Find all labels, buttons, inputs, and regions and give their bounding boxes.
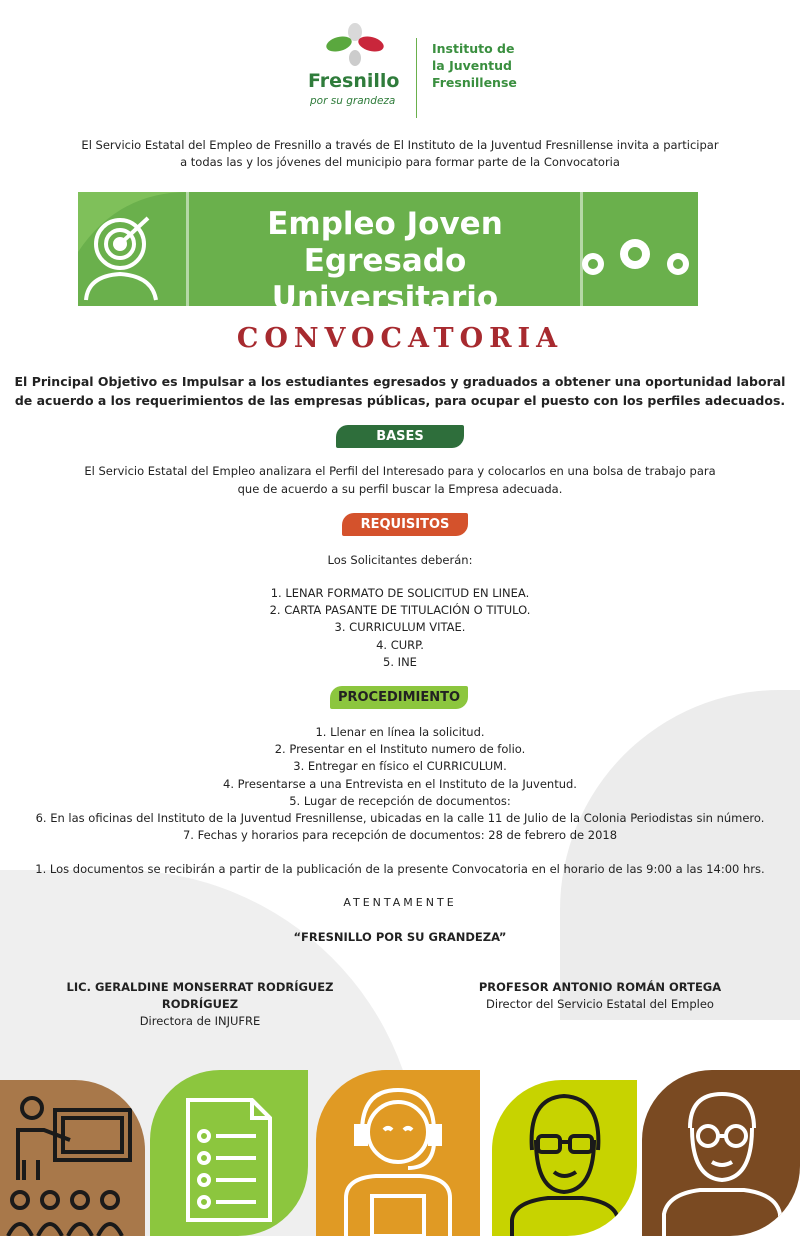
bases-line: que de acuerdo a su perfil buscar la Empresa adecuada. bbox=[237, 482, 563, 496]
teacher-classroom-icon bbox=[0, 1080, 145, 1236]
footer-tile-student bbox=[492, 1080, 637, 1236]
footer-tile-young-man bbox=[642, 1070, 800, 1236]
list-item: 7. Fechas y horarios para recepción de documentos: 28 de febrero de 2018 bbox=[182, 828, 618, 843]
list-item: 5. Lugar de recepción de documentos: bbox=[289, 793, 511, 808]
objective-line: de acuerdo a los requerimientos de las empresas públicas, para ocupar el puesto con los perfiles adecuados. bbox=[14, 393, 786, 408]
banner-title-line: Egresado Universitario bbox=[271, 243, 499, 316]
bases-line: El Servicio Estatal del Empleo analizara el Perfil del Interesado para y colocarlos en una bolsa de trabajo para bbox=[84, 464, 716, 478]
list-item: 6. En las oficinas del Instituto de la Juventud Fresnillense, ubicadas en la calle 11 de Julio de la Colonia Periodistas sin número. bbox=[35, 811, 765, 826]
footer-tile-agent bbox=[316, 1070, 480, 1236]
banner-title-line: Empleo Joven bbox=[267, 206, 503, 242]
procedimiento-note: 1. Los documentos se recibirán a partir de la publicación de la presente Convocatoria en el horario de las 9:00 a las 14:00 hrs. bbox=[35, 862, 765, 876]
logo-tagline: por su grandeza bbox=[310, 95, 396, 107]
objective-line: El Principal Objetivo es Impulsar a los estudiantes egresados y graduados a obtener una oportunidad laboral bbox=[14, 374, 786, 389]
institute-line: Instituto de bbox=[432, 41, 515, 56]
bases-label: BASES bbox=[336, 425, 464, 448]
list-item: 5. INE bbox=[383, 654, 417, 669]
logo-name: Fresnillo bbox=[308, 70, 400, 92]
procedimiento-label: PROCEDIMIENTO bbox=[330, 686, 468, 709]
signature-right bbox=[430, 979, 770, 1013]
procedimiento-list bbox=[0, 724, 800, 844]
institute-line: la Juventud bbox=[432, 58, 512, 73]
list-item: 1. LENAR FORMATO DE SOLICITUD EN LINEA. bbox=[270, 586, 530, 600]
requisitos-intro: Los Solicitantes deberán: bbox=[327, 553, 473, 567]
signatory-title: Director del Servicio Estatal del Empleo bbox=[486, 997, 714, 1011]
motto: “FRESNILLO POR SU GRANDEZA” bbox=[293, 930, 507, 944]
logo-divider bbox=[416, 38, 417, 118]
list-item: 4. Presentarse a una Entrevista en el Instituto de la Juventud. bbox=[223, 776, 577, 791]
footer-tile-teacher bbox=[0, 1080, 145, 1236]
list-item: 1. Llenar en línea la solicitud. bbox=[315, 725, 485, 739]
intro-text bbox=[0, 137, 800, 171]
list-item: 2. Presentar en el Instituto numero de folio. bbox=[274, 742, 526, 757]
list-item: 4. CURP. bbox=[376, 637, 424, 652]
signatory-title: Directora de INJUFRE bbox=[139, 1014, 261, 1028]
signatory-name: PROFESOR ANTONIO ROMÁN ORTEGA bbox=[478, 980, 722, 994]
intro-line: El Servicio Estatal del Empleo de Fresnillo a través de El Instituto de la Juventud Fresnillense invita a participar bbox=[81, 138, 719, 152]
young-man-glasses-icon bbox=[642, 1070, 800, 1236]
footer-tile-checklist bbox=[150, 1070, 308, 1236]
banner-title bbox=[190, 206, 580, 317]
fresnillo-flower-icon bbox=[325, 22, 385, 68]
objective-text bbox=[0, 372, 800, 410]
intro-line: a todas las y los jóvenes del municipio para formar parte de la Convocatoria bbox=[180, 155, 620, 169]
convocatoria-heading: CONVOCATORIA bbox=[236, 323, 564, 354]
checklist-document-icon bbox=[150, 1070, 308, 1236]
signature-left bbox=[30, 979, 370, 1030]
list-item: 3. Entregar en físico el CURRICULUM. bbox=[293, 759, 507, 774]
header-logo bbox=[300, 20, 520, 115]
call-center-agent-icon bbox=[316, 1070, 480, 1236]
requisitos-label: REQUISITOS bbox=[342, 513, 468, 536]
student-glasses-icon bbox=[492, 1080, 637, 1236]
list-item: 2. CARTA PASANTE DE TITULACIÓN O TITULO. bbox=[269, 603, 531, 618]
requisitos-list bbox=[0, 585, 800, 671]
atentamente: ATENTAMENTE bbox=[343, 896, 457, 909]
bases-text bbox=[0, 462, 800, 498]
list-item: 3. CURRICULUM VITAE. bbox=[334, 620, 466, 635]
institute-line: Fresnillense bbox=[432, 75, 517, 90]
institute-name bbox=[432, 40, 517, 91]
signatory-name: LIC. GERALDINE MONSERRAT RODRÍGUEZ RODRÍGUEZ bbox=[66, 980, 334, 1011]
